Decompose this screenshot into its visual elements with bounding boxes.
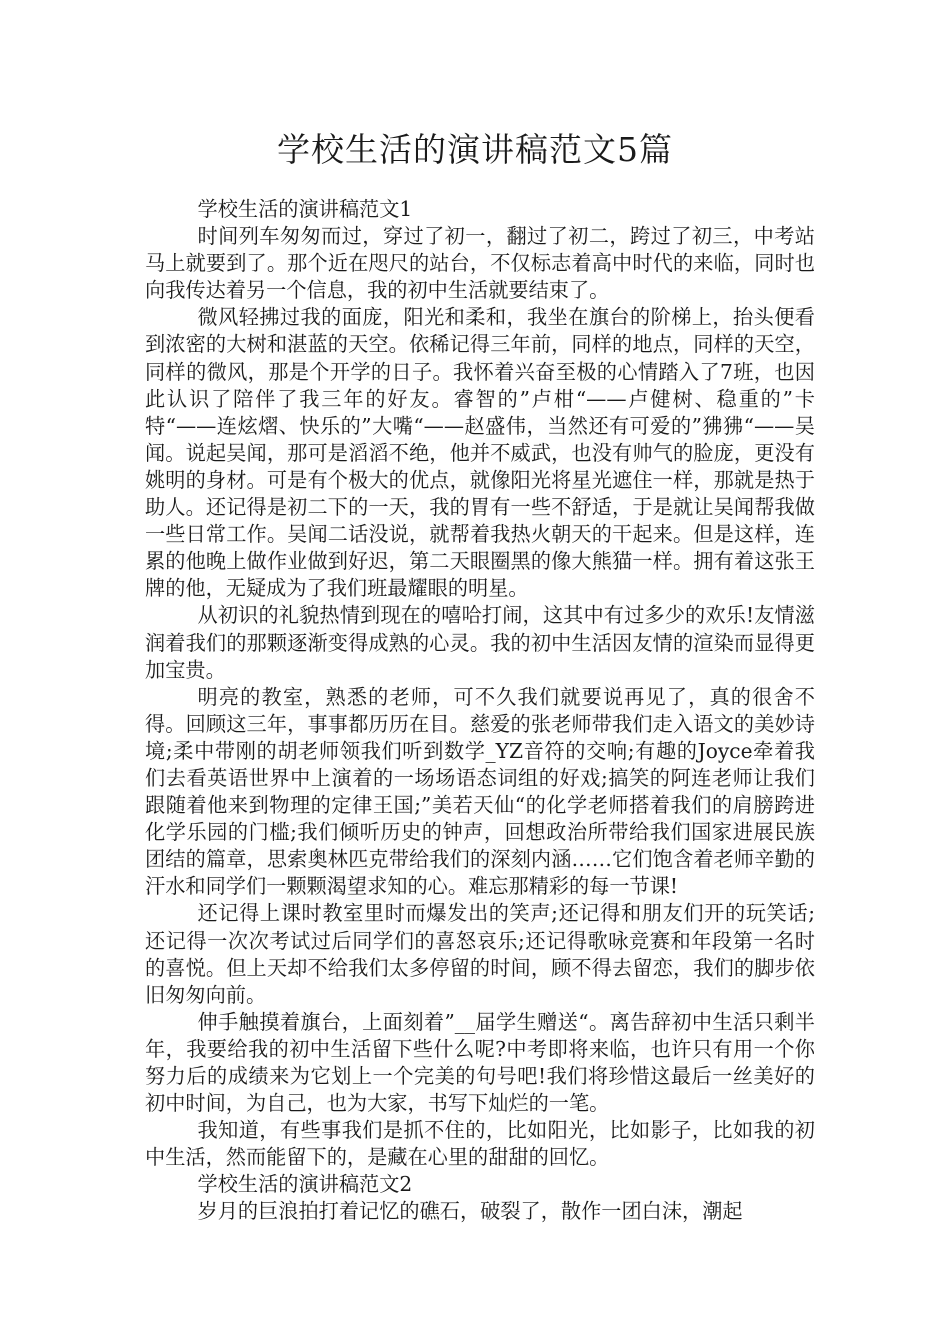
paragraph: 伸手触摸着旗台，上面刻着”__届学生赠送“。离告辞初中生活只剩半年，我要给我的初中生活留下些什么呢?中考即将来临，也许只有用一个你努力后的成绩来为它划上一个完美的句号吧!我们将珍惜这最后一丝美好的初中时间，为自己，也为大家，书写下灿烂的一笔。 xyxy=(145,1009,815,1116)
paragraph: 岁月的巨浪拍打着记忆的礁石，破裂了，散作一团白沫，潮起 xyxy=(197,1199,743,1224)
paragraph: 还记得上课时教室里时而爆发出的笑声;还记得和朋友们开的玩笑话;还记得一次次考试过后同学们的喜怒哀乐;还记得歌咏竞赛和年段第一名时的喜悦。但上天却不给我们太多停留的时间，顾不得去留恋，我们的脚步依旧匆匆向前。 xyxy=(145,901,815,1007)
paragraph: 从初识的礼貌热情到现在的嘻哈打闹，这其中有过多少的欢乐!友情滋润着我们的那颗逐渐变得成熟的心灵。我的初中生活因友情的渲染而显得更加宝贵。 xyxy=(145,603,815,682)
section-heading-1: 学校生活的演讲稿范文1 xyxy=(197,197,413,221)
paragraph: 时间列车匆匆而过，穿过了初一，翻过了初二，跨过了初三，中考站马上就要到了。那个近在咫尺的站台，不仅标志着高中时代的来临，同时也向我传达着另一个信息，我的初中生活就要结束了。 xyxy=(145,224,815,303)
paragraph: 微风轻拂过我的面庞，阳光和柔和，我坐在旗台的阶梯上，抬头便看到浓密的大树和湛蓝的天空。依稀记得三年前，同样的地点，同样的天空，同样的微风，那是个开学的日子。我怀着兴奋至极的心情踏入了7班，也因此认识了陪伴了我三年的好友。睿智的”卢柑“——卢健树、稳重的”卡特“——连炫熠、快乐的”大嘴“——赵盛伟，当然还有可爱的”狒狒“——吴闻。说起吴闻，那可是滔滔不绝，他并不威武，也没有帅气的脸庞，更没有姚明的身材。可是有个极大的优点，就像阳光将星光遮住一样，那就是热于助人。还记得是初二下的一天，我的胃有一些不舒适，于是就让吴闻帮我做一些日常工作。吴闻二话没说，就帮着我热火朝天的干起来。但是这样，连累的他晚上做作业做到好迟，第二天眼圈黑的像大熊猫一样。拥有着这张王牌的他，无疑成为了我们班最耀眼的明星。 xyxy=(145,305,815,601)
section-heading-2: 学校生活的演讲稿范文2 xyxy=(197,1172,413,1197)
paragraph: 我知道，有些事我们是抓不住的，比如阳光，比如影子，比如我的初中生活，然而能留下的，是藏在心里的甜甜的回忆。 xyxy=(145,1118,815,1170)
document-title: 学校生活的演讲稿范文5篇 xyxy=(277,130,673,169)
paragraph: 明亮的教室，熟悉的老师，可不久我们就要说再见了，真的很舍不得。回顾这三年，事事都历历在目。慈爱的张老师带我们走入语文的美妙诗境;柔中带刚的胡老师领我们听到数学_YZ音符的交响;有趣的Joyce牵着我们去看英语世界中上演着的一场场语态词组的好戏;搞笑的阿连老师让我们跟随着他来到物理的定律王国;”美若天仙“的化学老师搭着我们的肩膀跨进化学乐园的门槛;我们倾听历史的钟声，回想政治所带给我们国家进展民族团结的篇章，思索奥林匹克带给我们的深刻内涵……它们饱含着老师辛勤的汗水和同学们一颗颗渴望求知的心。难忘那精彩的每一节课! xyxy=(145,684,815,899)
document-body xyxy=(145,196,815,1226)
